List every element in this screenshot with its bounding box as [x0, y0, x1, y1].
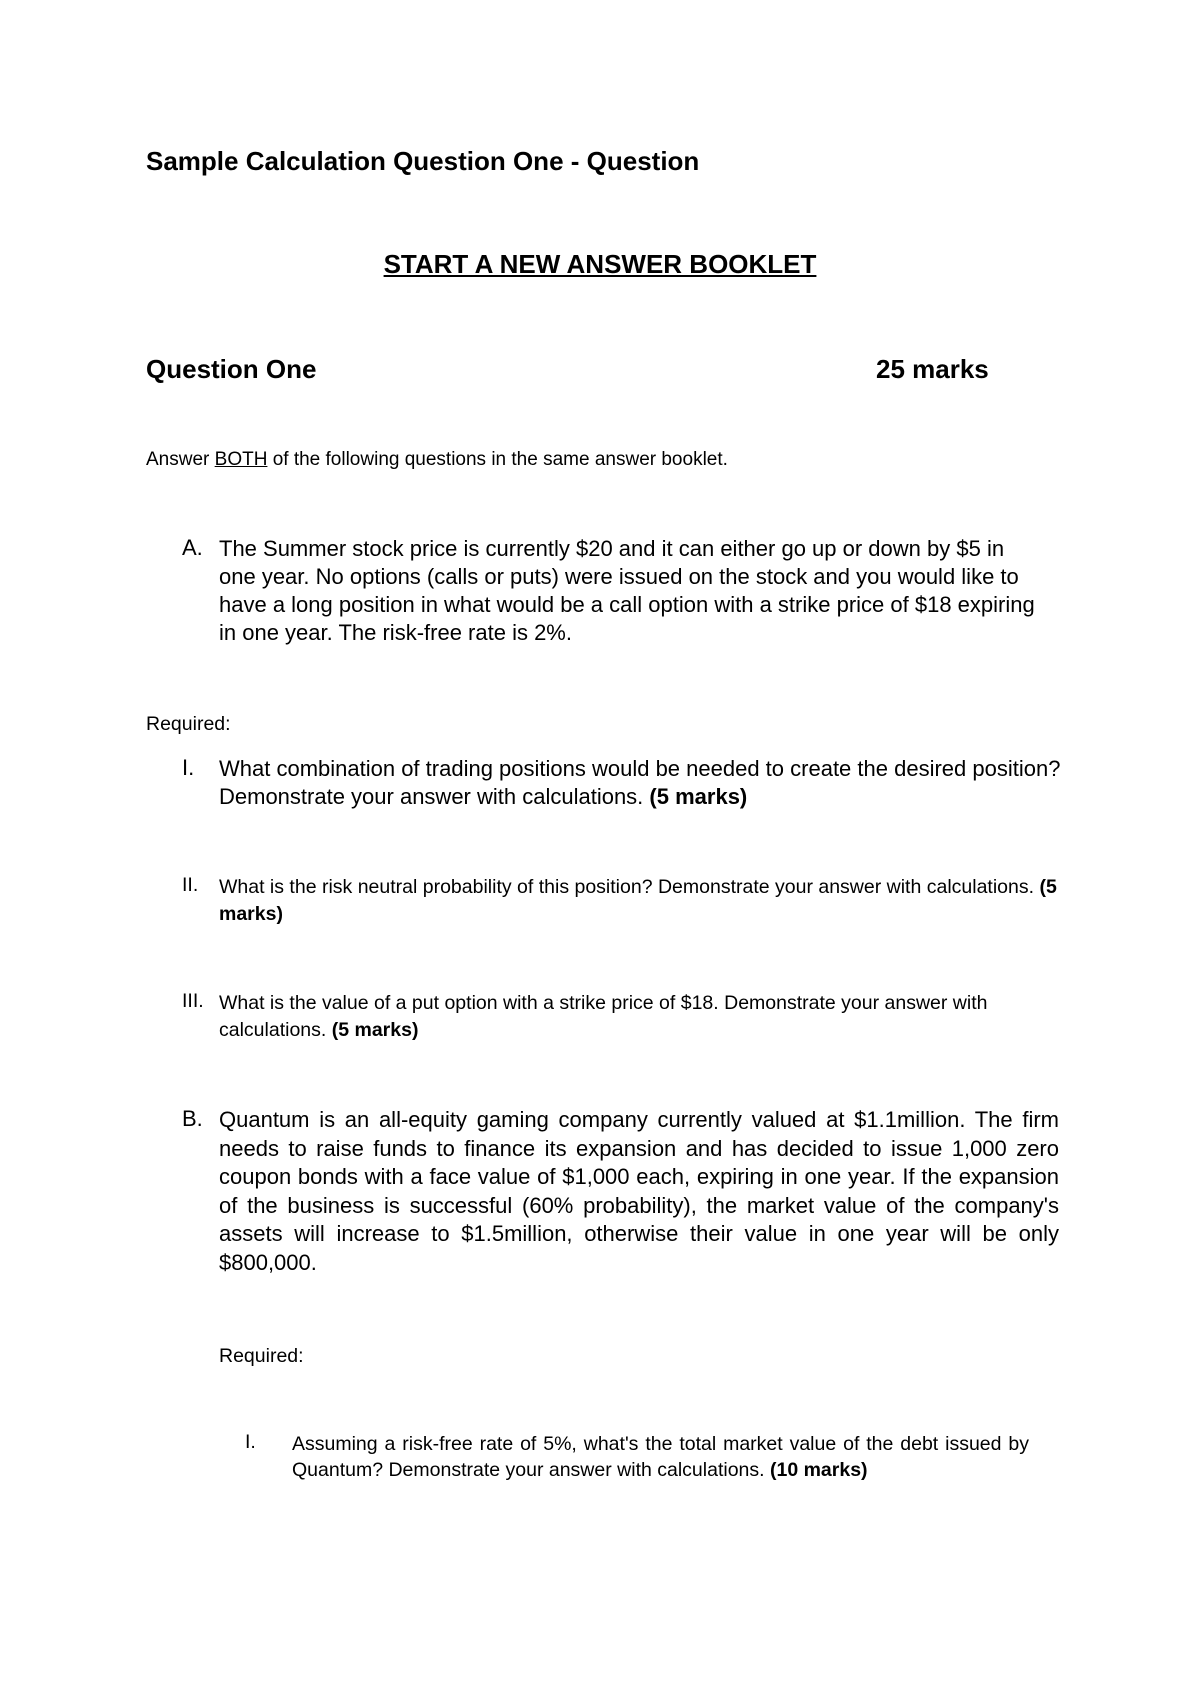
- booklet-banner: START A NEW ANSWER BOOKLET: [383, 249, 817, 279]
- part-a-marker: A.: [182, 535, 203, 560]
- part-a-item-3-marker: III.: [182, 990, 204, 1012]
- part-a-item-2-text: What is the risk neutral probability of this position? Demonstrate your answer with calculations.: [219, 876, 1040, 898]
- part-a-item-2: [219, 874, 1059, 928]
- part-a-item-2-marker: II.: [182, 874, 199, 896]
- part-b-required-label: Required:: [219, 1345, 304, 1367]
- part-b-marker: B.: [182, 1106, 203, 1131]
- part-a-item-3-text: What is the value of a put option with a strike price of $18. Demonstrate your answer with calculations.: [219, 992, 988, 1041]
- part-a-required-label: Required:: [146, 713, 231, 735]
- part-a-item-1-text: What combination of trading positions would be needed to create the desired position? Demonstrate your answer with calculations.: [219, 756, 1061, 809]
- part-b-text: Quantum is an all-equity gaming company currently valued at $1.1million. The firm needs to raise funds to finance its expansion and has decided to issue 1,000 zero coupon bonds with a face value of $1,000 each, expiring in one year. If the expansion of the business is successful (60% probability), the market value of the company's assets will increase to $1.5million, otherwise their value in one year will be only $800,000.: [219, 1107, 1059, 1275]
- part-a-item-1: [219, 755, 1069, 811]
- part-a-item-3-marks: (5 marks): [331, 1019, 419, 1041]
- question-marks: 25 marks: [876, 354, 989, 384]
- part-b-item-1-text: Assuming a risk-free rate of 5%, what's the total market value of the debt issued by Quantum? Demonstrate your answer with calculations.: [292, 1433, 1029, 1481]
- question-label: Question One: [146, 354, 317, 384]
- part-a-item-1-marker: I.: [182, 755, 195, 780]
- part-b-item-1-marker: I.: [245, 1431, 256, 1453]
- instruction-suffix: of the following questions in the same answer booklet.: [267, 449, 728, 470]
- part-a-item-1-marks: (5 marks): [649, 784, 748, 809]
- question-instruction: [146, 449, 728, 471]
- part-b-item-1: [292, 1431, 1029, 1483]
- instruction-emphasis: BOTH: [214, 449, 268, 470]
- part-a-item-3: [219, 990, 1069, 1044]
- part-a-text: The Summer stock price is currently $20 and it can either go up or down by $5 in one year. No options (calls or puts) were issued on the stock and you would like to have a long position in what would be a call option with a strike price of $18 expiring in one year. The risk-free rate is 2%.: [219, 536, 1035, 645]
- document-title: Sample Calculation Question One - Question: [146, 146, 700, 176]
- part-a-item-2-marks: (5 marks): [219, 876, 1057, 925]
- part-b-item-1-marks: (10 marks): [769, 1459, 868, 1481]
- instruction-prefix: Answer: [146, 449, 215, 470]
